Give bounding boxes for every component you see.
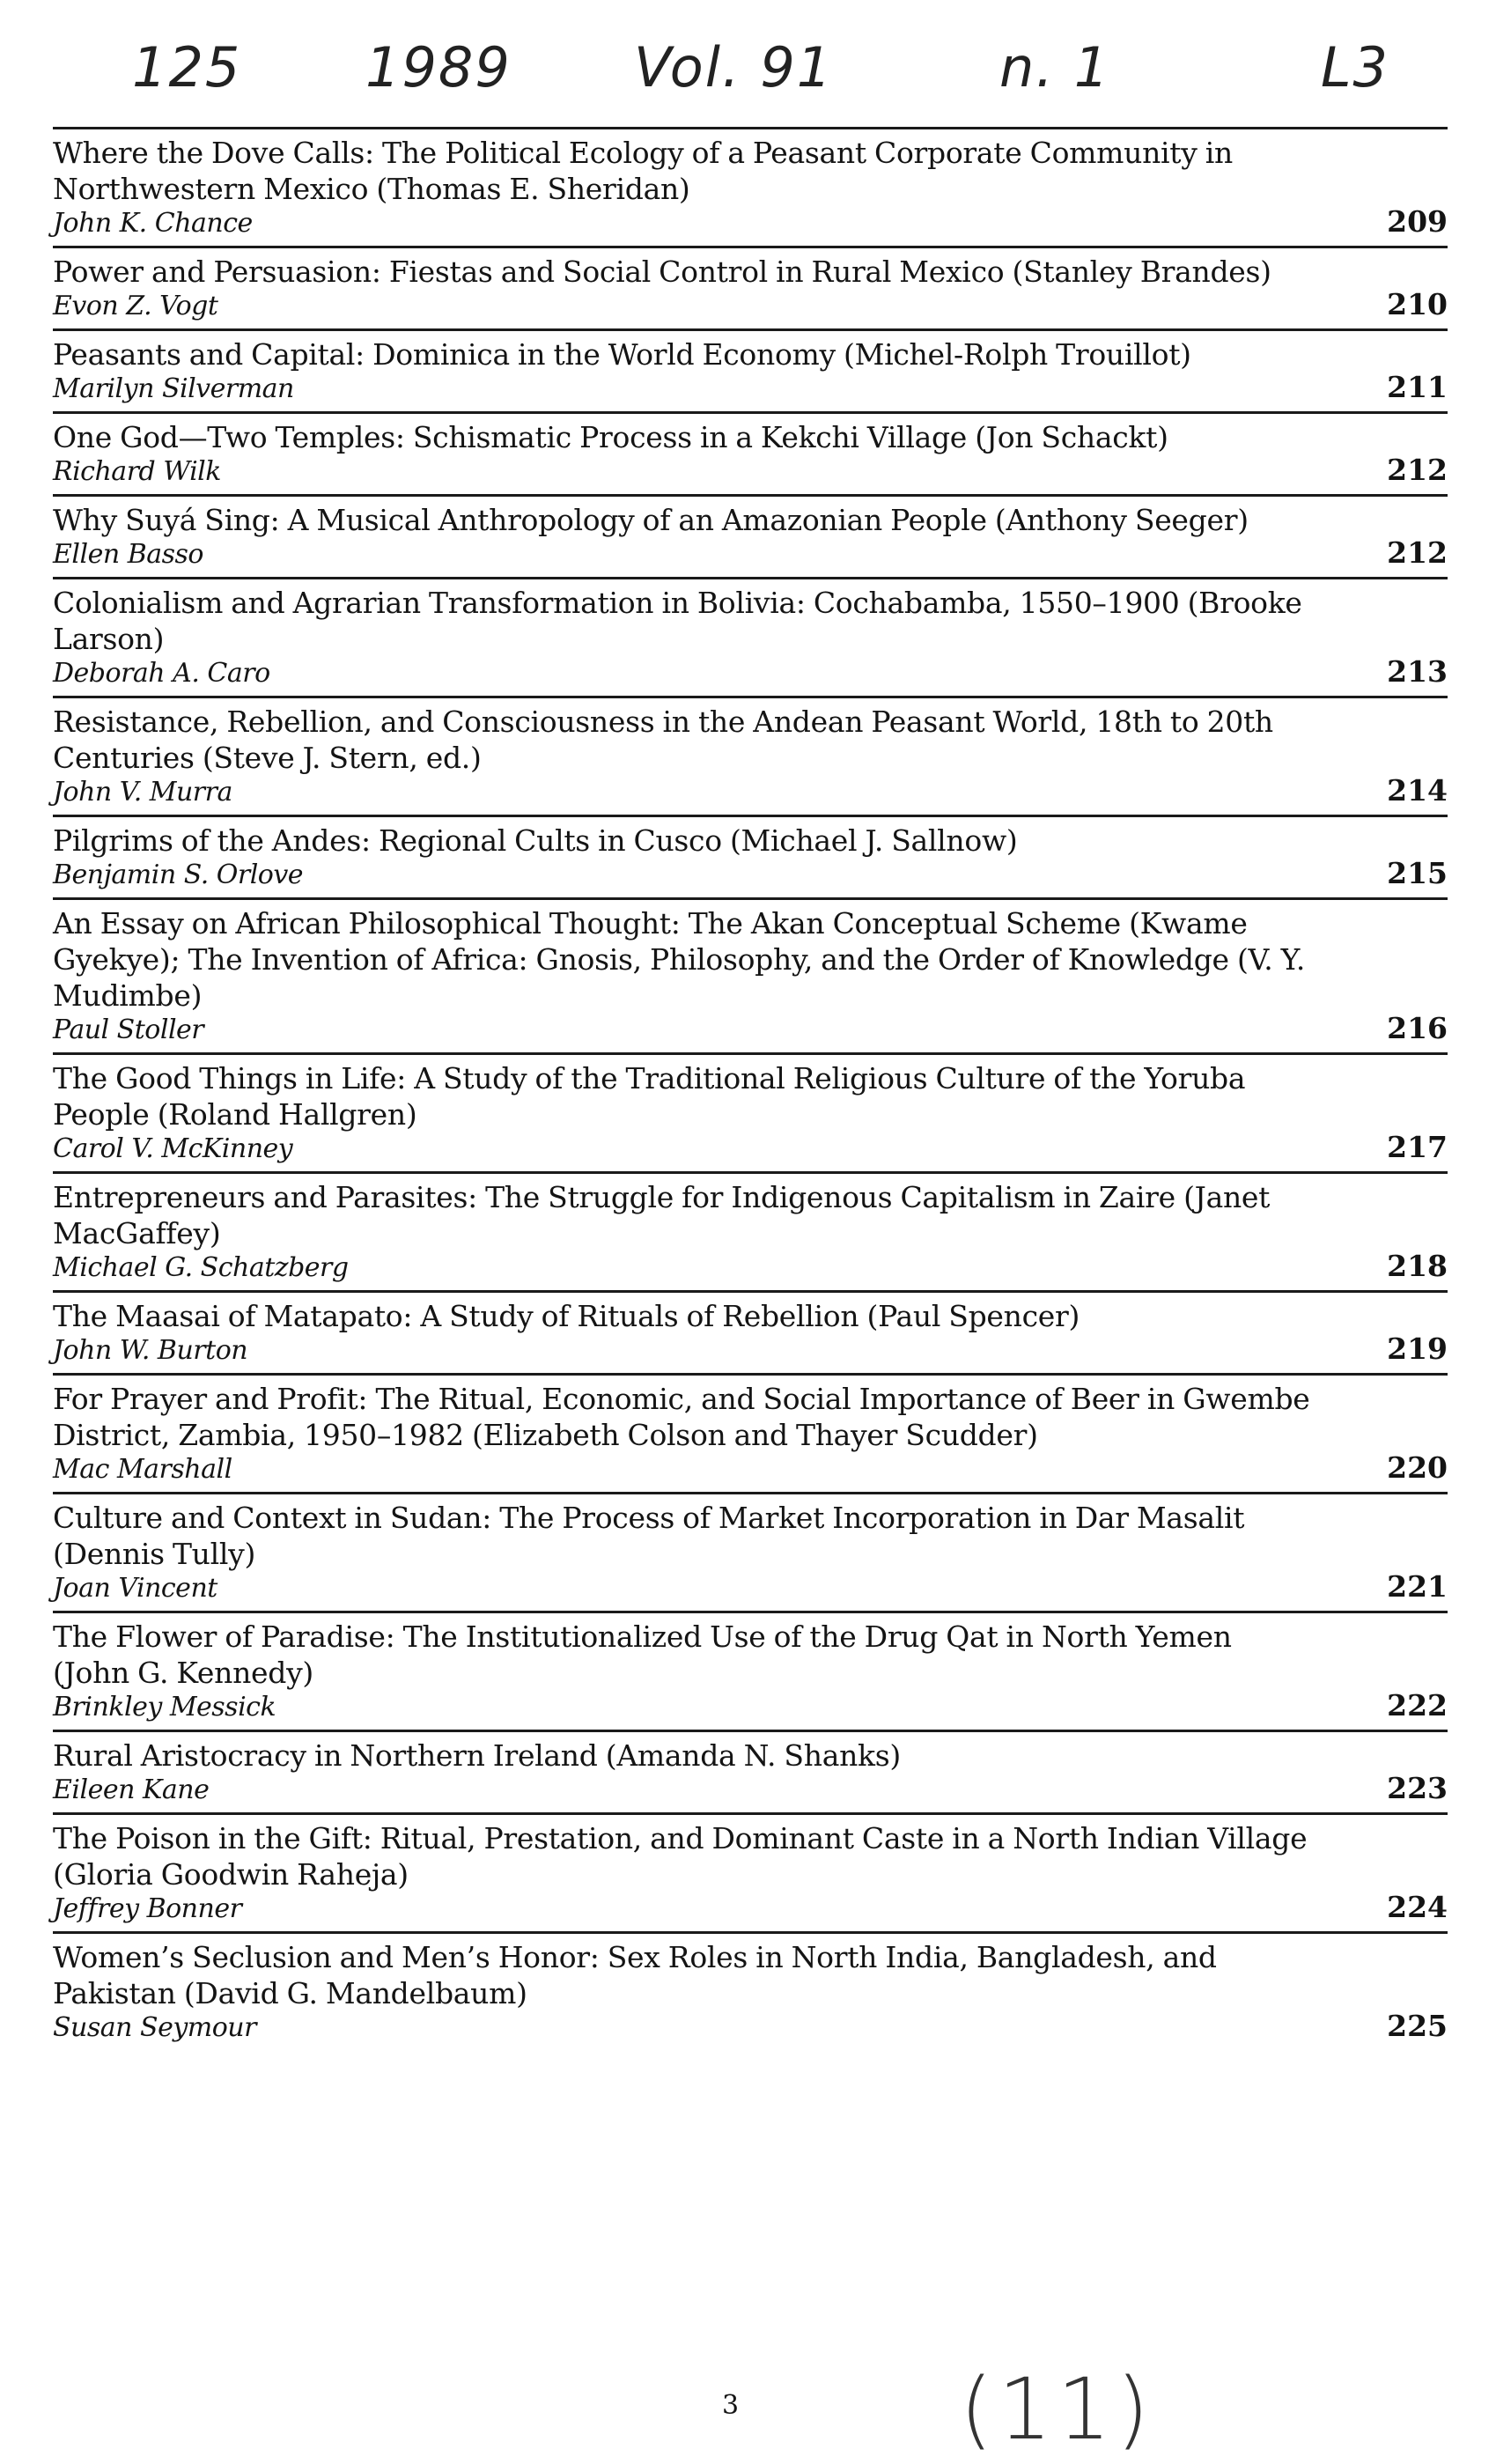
- toc-entry: [53, 248, 1448, 331]
- entry-reviewer: Benjamin S. Orlove: [53, 859, 304, 890]
- entry-reviewer: Ellen Basso: [53, 539, 203, 570]
- entry-title: Power and Persuasion: Fiestas and Social Control in Rural Mexico (Stanley Brandes): [53, 255, 1271, 289]
- footer-page-number: 3: [722, 2390, 740, 2421]
- entry-reviewer: Eileen Kane: [53, 1774, 210, 1805]
- entry-reviewer: Paul Stoller: [53, 1014, 204, 1045]
- handwritten-issue: n. 1: [999, 35, 1111, 100]
- handwritten-number: 125: [132, 35, 242, 100]
- entry-title: Pilgrims of the Andes: Regional Cults in Cusco (Michael J. Sallnow): [53, 823, 1018, 858]
- entry-title: The Flower of Paradise: The Institutionalized Use of the Drug Qat in North Yemen (John G. Kennedy): [53, 1619, 1232, 1690]
- entry-title: The Maasai of Matapato: A Study of Rituals of Rebellion (Paul Spencer): [53, 1299, 1080, 1333]
- entry-page-number: 214: [1387, 773, 1448, 808]
- entry-title: Resistance, Rebellion, and Consciousness in the Andean Peasant World, 18th to 20th Centuries (Steve J. Stern, ed.): [53, 705, 1273, 775]
- entry-title: Culture and Context in Sudan: The Process of Market Incorporation in Dar Masalit (Dennis Tully): [53, 1501, 1245, 1571]
- entry-page-number: 209: [1387, 204, 1448, 239]
- toc-entry: [53, 1613, 1448, 1732]
- toc-entry: [53, 817, 1448, 900]
- entry-reviewer: John K. Chance: [53, 208, 253, 239]
- entry-page-number: 220: [1387, 1450, 1448, 1485]
- toc-entry: [53, 1494, 1448, 1613]
- table-of-contents: [53, 127, 1448, 2050]
- entry-page-number: 224: [1387, 1890, 1448, 1924]
- entry-reviewer: Susan Seymour: [53, 2012, 256, 2043]
- toc-entry: [53, 1376, 1448, 1494]
- toc-entry: [53, 497, 1448, 579]
- handwritten-volume: Vol. 91: [634, 35, 834, 100]
- toc-entry: [53, 1174, 1448, 1293]
- handwritten-year: 1989: [365, 35, 512, 100]
- entry-page-number: 216: [1387, 1011, 1448, 1045]
- entry-page-number: 218: [1387, 1249, 1448, 1283]
- entry-title: Rural Aristocracy in Northern Ireland (Amanda N. Shanks): [53, 1738, 901, 1773]
- entry-page-number: 212: [1387, 453, 1448, 487]
- entry-reviewer: Jeffrey Bonner: [53, 1893, 242, 1924]
- entry-title: Colonialism and Agrarian Transformation in Bolivia: Cochabamba, 1550–1900 (Brooke Larson): [53, 586, 1302, 656]
- entry-title: Entrepreneurs and Parasites: The Struggle for Indigenous Capitalism in Zaire (Janet MacGaffey): [53, 1180, 1271, 1250]
- entry-page-number: 217: [1387, 1130, 1448, 1164]
- handwritten-header: [132, 26, 1435, 106]
- entry-page-number: 215: [1387, 856, 1448, 890]
- handwritten-footer-note: (11): [960, 2360, 1155, 2459]
- entry-title: An Essay on African Philosophical Thought: The Akan Conceptual Scheme (Kwame Gyekye); The Invention of Africa: Gnosis, Philosophy, and the Order of Knowledge (V. Y. Mudimbe): [53, 906, 1306, 1013]
- entry-reviewer: Marilyn Silverman: [53, 373, 294, 404]
- toc-entry: [53, 129, 1448, 248]
- toc-entry: [53, 1055, 1448, 1174]
- handwritten-code: L3: [1321, 35, 1389, 100]
- toc-entry: [53, 1293, 1448, 1376]
- entry-page-number: 219: [1387, 1332, 1448, 1366]
- entry-reviewer: Carol V. McKinney: [53, 1133, 293, 1164]
- entry-reviewer: Richard Wilk: [53, 456, 221, 487]
- entry-page-number: 221: [1387, 1569, 1448, 1604]
- entry-title: Peasants and Capital: Dominica in the World Economy (Michel-Rolph Trouillot): [53, 337, 1191, 372]
- entry-page-number: 223: [1387, 1771, 1448, 1805]
- entry-reviewer: Deborah A. Caro: [53, 658, 270, 689]
- entry-page-number: 211: [1387, 370, 1448, 404]
- toc-entry: [53, 698, 1448, 817]
- entry-reviewer: John V. Murra: [53, 777, 232, 808]
- entry-title: For Prayer and Profit: The Ritual, Economic, and Social Importance of Beer in Gwembe District, Zambia, 1950–1982 (Elizabeth Colson and Thayer Scudder): [53, 1382, 1310, 1452]
- toc-entry: [53, 331, 1448, 414]
- entry-title: One God—Two Temples: Schismatic Process in a Kekchi Village (Jon Schackt): [53, 420, 1168, 454]
- entry-title: Where the Dove Calls: The Political Ecology of a Peasant Corporate Community in Northwestern Mexico (Thomas E. Sheridan): [53, 136, 1234, 206]
- toc-entry: [53, 1815, 1448, 1934]
- entry-page-number: 212: [1387, 535, 1448, 570]
- entry-page-number: 210: [1387, 287, 1448, 321]
- toc-entry: [53, 1934, 1448, 2050]
- entry-title: The Good Things in Life: A Study of the Traditional Religious Culture of the Yoruba People (Roland Hallgren): [53, 1061, 1246, 1132]
- entry-title: The Poison in the Gift: Ritual, Prestation, and Dominant Caste in a North Indian Village (Gloria Goodwin Raheja): [53, 1821, 1308, 1892]
- toc-entry: [53, 579, 1448, 698]
- entry-reviewer: Mac Marshall: [53, 1454, 232, 1485]
- entry-reviewer: Michael G. Schatzberg: [53, 1252, 349, 1283]
- entry-page-number: 213: [1387, 654, 1448, 689]
- toc-entry: [53, 414, 1448, 497]
- entry-title: Why Suyá Sing: A Musical Anthropology of an Amazonian People (Anthony Seeger): [53, 503, 1249, 537]
- entry-reviewer: John W. Burton: [53, 1335, 248, 1366]
- entry-reviewer: Brinkley Messick: [53, 1692, 276, 1723]
- entry-page-number: 222: [1387, 1688, 1448, 1723]
- entry-reviewer: Joan Vincent: [53, 1573, 217, 1604]
- toc-entry: [53, 900, 1448, 1055]
- entry-page-number: 225: [1387, 2009, 1448, 2043]
- entry-title: Women’s Seclusion and Men’s Honor: Sex Roles in North India, Bangladesh, and Pakistan (David G. Mandelbaum): [53, 1940, 1217, 2010]
- entry-reviewer: Evon Z. Vogt: [53, 291, 218, 321]
- toc-entry: [53, 1732, 1448, 1815]
